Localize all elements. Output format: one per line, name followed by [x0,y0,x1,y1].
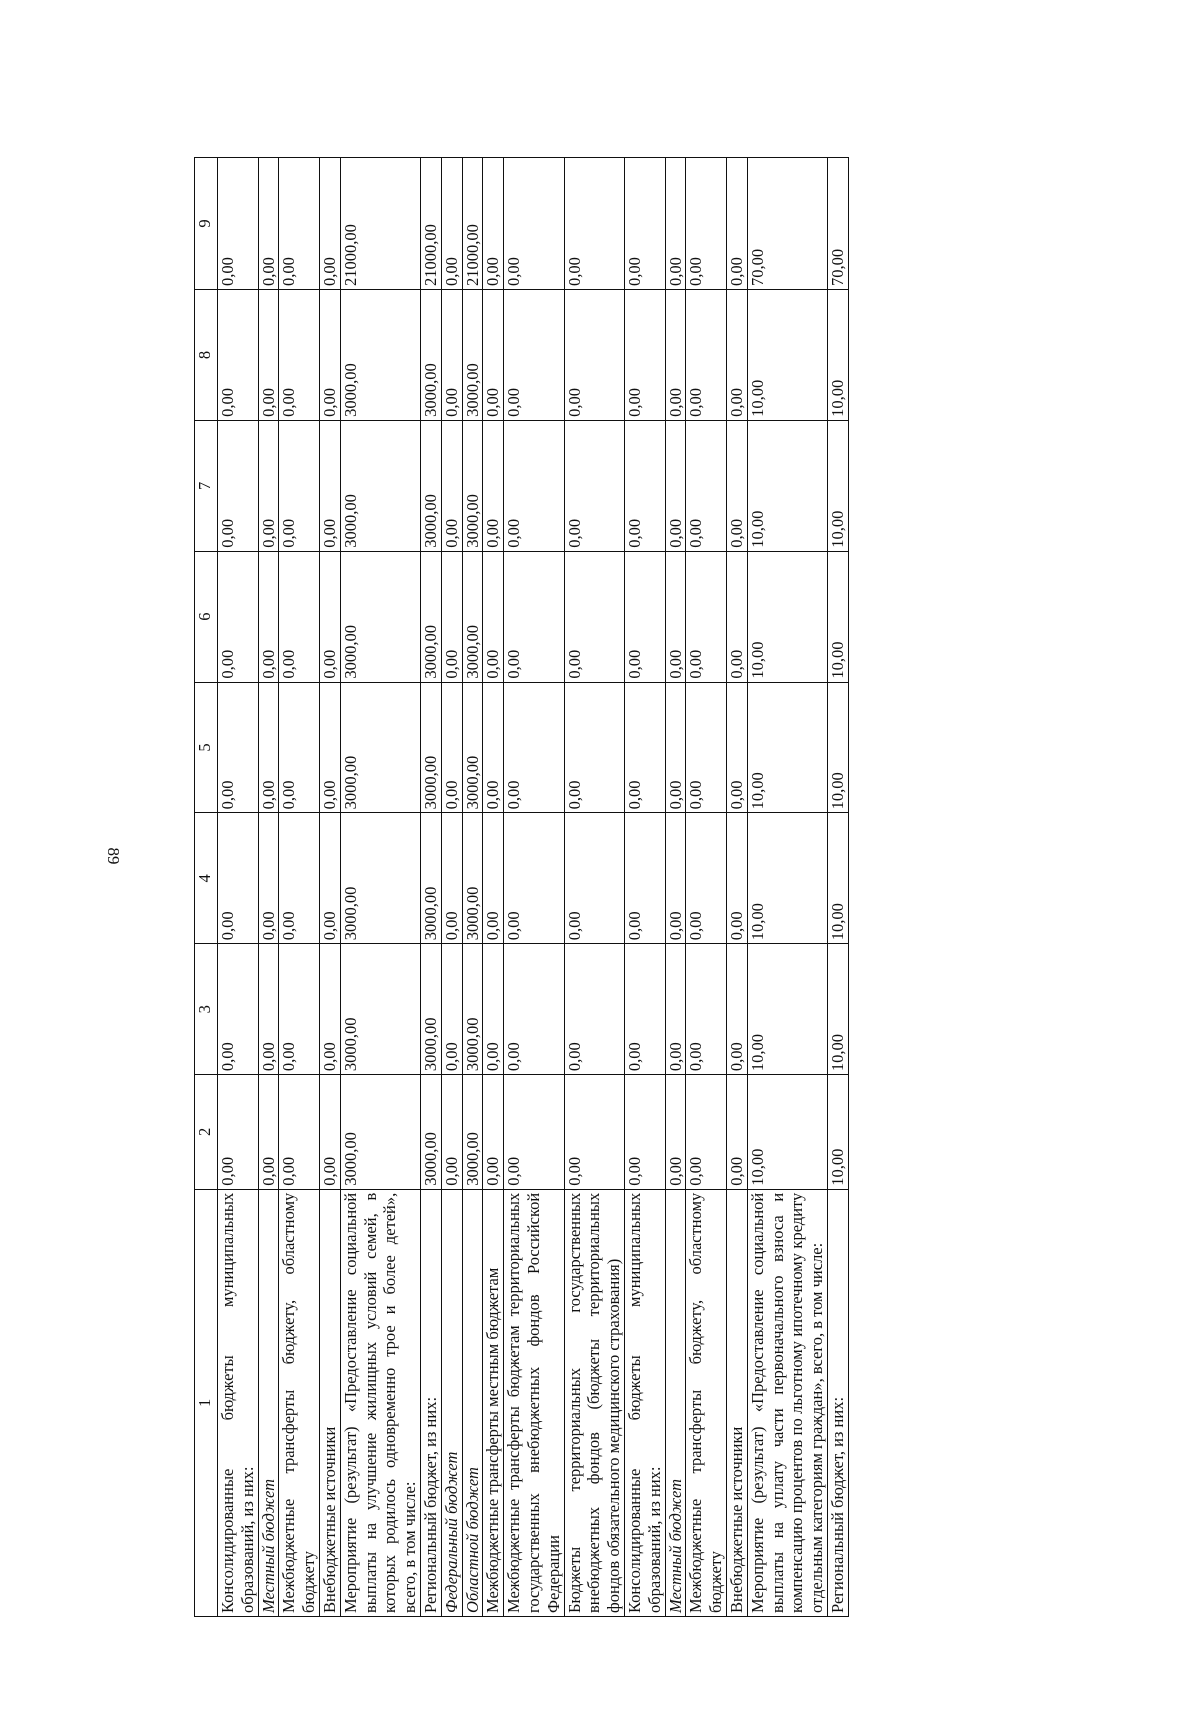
value-cell: 0,00 [441,1075,462,1190]
value-cell: 0,00 [258,158,279,290]
value-cell: 10,00 [747,682,827,813]
value-cell: 70,00 [827,158,848,290]
value-cell: 0,00 [319,290,340,421]
value-cell: 0,00 [258,813,279,944]
value-cell: 0,00 [504,1075,564,1190]
value-cell: 21000,00 [340,158,420,290]
row-label: Консолидированные бюджеты муниципальных образований, из них: [218,1189,259,1616]
value-cell: 10,00 [747,420,827,551]
value-cell: 0,00 [483,813,504,944]
column-header-5: 5 [195,682,218,813]
table-row [564,158,624,1617]
budget-table [194,157,849,1617]
value-cell: 0,00 [258,1075,279,1190]
value-cell: 0,00 [726,944,747,1075]
value-cell: 0,00 [665,1075,686,1190]
value-cell: 0,00 [218,420,259,551]
row-label: Межбюджетные трансферты бюджету, областному бюджету [686,1189,727,1616]
value-cell: 0,00 [665,158,686,290]
value-cell: 0,00 [218,158,259,290]
value-cell: 0,00 [319,158,340,290]
row-label: Мероприятие (результат) «Предоставление социальной выплаты на уплату части первоначального взноса и компенсацию процентов по льготному ипотечному кредиту отдельным категориям граждан», всего, в том числе: [747,1189,827,1616]
table-row [726,158,747,1617]
value-cell: 0,00 [564,1075,624,1190]
value-cell: 10,00 [827,682,848,813]
table-body [218,158,849,1617]
value-cell: 0,00 [564,682,624,813]
value-cell: 0,00 [483,682,504,813]
column-header-4: 4 [195,813,218,944]
row-label: Мероприятие (результат) «Предоставление социальной выплаты на улучшение жилищных условий семей, в которых родилось одновременно трое и более детей», всего, в том числе: [340,1189,420,1616]
value-cell: 3000,00 [420,682,441,813]
value-cell: 10,00 [827,1075,848,1190]
table-row [827,158,848,1617]
value-cell: 0,00 [624,682,665,813]
value-cell: 0,00 [441,420,462,551]
value-cell: 0,00 [686,420,727,551]
column-header-2: 2 [195,1075,218,1190]
value-cell: 0,00 [665,551,686,682]
row-label: Федеральный бюджет [441,1189,462,1616]
row-label: Региональный бюджет, из них: [420,1189,441,1616]
value-cell: 3000,00 [462,551,483,682]
value-cell: 3000,00 [340,1075,420,1190]
value-cell: 0,00 [441,944,462,1075]
value-cell: 0,00 [483,1075,504,1190]
value-cell: 3000,00 [340,551,420,682]
table-row [319,158,340,1617]
value-cell: 0,00 [686,290,727,421]
value-cell: 0,00 [564,158,624,290]
value-cell: 3000,00 [462,944,483,1075]
value-cell: 0,00 [441,682,462,813]
value-cell: 0,00 [319,682,340,813]
value-cell: 0,00 [258,290,279,421]
value-cell: 0,00 [279,682,320,813]
value-cell: 0,00 [504,290,564,421]
value-cell: 0,00 [319,813,340,944]
value-cell: 3000,00 [340,813,420,944]
value-cell: 0,00 [483,290,504,421]
value-cell: 0,00 [726,813,747,944]
value-cell: 0,00 [564,944,624,1075]
value-cell: 0,00 [218,813,259,944]
value-cell: 0,00 [279,1075,320,1190]
value-cell: 0,00 [564,813,624,944]
value-cell: 0,00 [624,290,665,421]
value-cell: 3000,00 [420,813,441,944]
value-cell: 0,00 [726,290,747,421]
column-header-7: 7 [195,420,218,551]
value-cell: 0,00 [726,682,747,813]
value-cell: 0,00 [279,944,320,1075]
value-cell: 0,00 [504,682,564,813]
value-cell: 0,00 [564,551,624,682]
table-row [665,158,686,1617]
value-cell: 0,00 [258,420,279,551]
row-label: Областной бюджет [462,1189,483,1616]
row-label: Местный бюджет [665,1189,686,1616]
value-cell: 0,00 [504,813,564,944]
value-cell: 0,00 [726,1075,747,1190]
table-row [340,158,420,1617]
value-cell: 10,00 [747,944,827,1075]
value-cell: 21000,00 [462,158,483,290]
value-cell: 70,00 [747,158,827,290]
value-cell: 0,00 [665,682,686,813]
value-cell: 10,00 [827,551,848,682]
value-cell: 0,00 [686,944,727,1075]
value-cell: 0,00 [483,551,504,682]
column-header-1: 1 [195,1189,218,1616]
value-cell: 3000,00 [420,1075,441,1190]
column-header-3: 3 [195,944,218,1075]
value-cell: 0,00 [279,158,320,290]
table-row [218,158,259,1617]
row-label: Внебюджетные источники [726,1189,747,1616]
value-cell: 0,00 [624,158,665,290]
row-label: Внебюджетные источники [319,1189,340,1616]
value-cell: 10,00 [747,1075,827,1190]
table-row [420,158,441,1617]
column-header-8: 8 [195,290,218,421]
value-cell: 3000,00 [462,290,483,421]
value-cell: 3000,00 [462,1075,483,1190]
value-cell: 0,00 [483,158,504,290]
table-row [462,158,483,1617]
value-cell: 0,00 [686,158,727,290]
value-cell: 0,00 [624,420,665,551]
value-cell: 3000,00 [340,944,420,1075]
value-cell: 10,00 [827,420,848,551]
table-row [504,158,564,1617]
value-cell: 0,00 [624,944,665,1075]
rotated-table-container [194,157,1124,1617]
row-label: Бюджеты территориальных государственных внебюджетных фондов (бюджеты территориальных фондов обязательного медицинского страхования) [564,1189,624,1616]
row-label: Местный бюджет [258,1189,279,1616]
value-cell: 0,00 [441,551,462,682]
value-cell: 3000,00 [420,551,441,682]
value-cell: 0,00 [564,420,624,551]
value-cell: 0,00 [218,551,259,682]
column-header-6: 6 [195,551,218,682]
value-cell: 0,00 [279,551,320,682]
value-cell: 0,00 [665,813,686,944]
value-cell: 0,00 [665,420,686,551]
value-cell: 0,00 [726,420,747,551]
value-cell: 0,00 [258,682,279,813]
value-cell: 0,00 [319,1075,340,1190]
value-cell: 0,00 [258,551,279,682]
value-cell: 0,00 [624,813,665,944]
value-cell: 0,00 [504,158,564,290]
value-cell: 0,00 [218,290,259,421]
value-cell: 0,00 [726,551,747,682]
value-cell: 0,00 [665,944,686,1075]
value-cell: 10,00 [827,813,848,944]
row-label: Консолидированные бюджеты муниципальных образований, из них: [624,1189,665,1616]
value-cell: 0,00 [441,813,462,944]
value-cell: 0,00 [441,290,462,421]
value-cell: 0,00 [258,944,279,1075]
value-cell: 3000,00 [340,290,420,421]
value-cell: 0,00 [319,944,340,1075]
value-cell: 0,00 [624,551,665,682]
value-cell: 10,00 [747,290,827,421]
value-cell: 10,00 [747,813,827,944]
value-cell: 0,00 [686,682,727,813]
value-cell: 0,00 [686,813,727,944]
value-cell: 3000,00 [340,420,420,551]
value-cell: 0,00 [279,420,320,551]
value-cell: 0,00 [279,813,320,944]
row-label: Региональный бюджет, из них: [827,1189,848,1616]
value-cell: 0,00 [218,1075,259,1190]
value-cell: 3000,00 [462,813,483,944]
value-cell: 3000,00 [420,420,441,551]
row-label: Межбюджетные трансферты бюджетам территориальных государственных внебюджетных фондов Российской Федерации [504,1189,564,1616]
value-cell: 0,00 [483,420,504,551]
value-cell: 0,00 [218,944,259,1075]
value-cell: 21000,00 [420,158,441,290]
table-row [279,158,320,1617]
row-label: Межбюджетные трансферты бюджету, областному бюджету [279,1189,320,1616]
value-cell: 0,00 [319,551,340,682]
value-cell: 10,00 [827,944,848,1075]
table-row [441,158,462,1617]
value-cell: 3000,00 [462,420,483,551]
value-cell: 0,00 [483,944,504,1075]
value-cell: 0,00 [319,420,340,551]
table-row [258,158,279,1617]
value-cell: 0,00 [665,290,686,421]
value-cell: 0,00 [686,1075,727,1190]
value-cell: 3000,00 [340,682,420,813]
page-number: 89 [104,847,123,865]
value-cell: 0,00 [279,290,320,421]
header-row [195,158,218,1617]
row-label: Межбюджетные трансферты местным бюджетам [483,1189,504,1616]
value-cell: 10,00 [827,290,848,421]
value-cell: 0,00 [564,290,624,421]
value-cell: 0,00 [504,944,564,1075]
value-cell: 0,00 [441,158,462,290]
value-cell: 0,00 [504,420,564,551]
value-cell: 3000,00 [420,290,441,421]
value-cell: 3000,00 [420,944,441,1075]
value-cell: 0,00 [686,551,727,682]
value-cell: 3000,00 [462,682,483,813]
value-cell: 0,00 [504,551,564,682]
table-row [747,158,827,1617]
column-header-9: 9 [195,158,218,290]
value-cell: 10,00 [747,551,827,682]
table-row [624,158,665,1617]
value-cell: 0,00 [726,158,747,290]
value-cell: 0,00 [624,1075,665,1190]
table-row [483,158,504,1617]
table-row [686,158,727,1617]
value-cell: 0,00 [218,682,259,813]
